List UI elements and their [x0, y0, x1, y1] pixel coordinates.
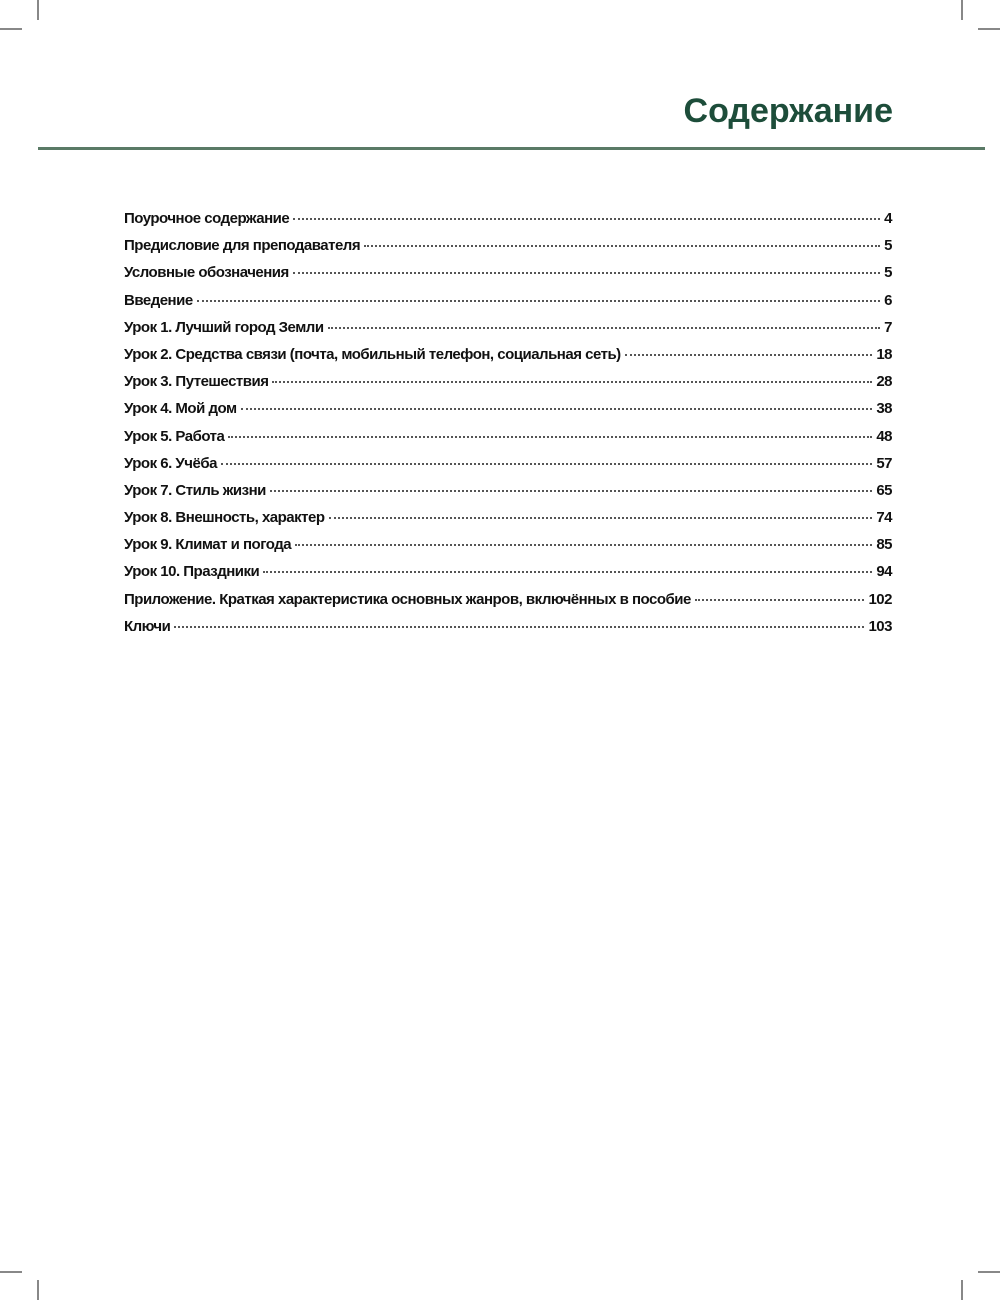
toc-leader-dots [272, 381, 872, 383]
toc-entry[interactable] [124, 319, 892, 346]
toc-leader-dots [625, 354, 873, 356]
toc-entry[interactable] [124, 509, 892, 536]
toc-entry-page: 4 [884, 210, 892, 227]
toc-leader-dots [174, 626, 864, 628]
toc-entry[interactable] [124, 346, 892, 373]
crop-mark-bottom-left-h [0, 1271, 22, 1273]
toc-entry[interactable] [124, 373, 892, 400]
toc-entry[interactable] [124, 428, 892, 455]
toc-leader-dots [221, 463, 872, 465]
toc-leader-dots [364, 245, 880, 247]
toc-entry[interactable] [124, 292, 892, 319]
toc-entry-page: 57 [876, 454, 892, 472]
toc-entry-label: Урок 2. Средства связи (почта, мобильный телефон, социальная сеть) [124, 345, 621, 363]
toc-entry-page: 28 [876, 373, 892, 391]
toc-entry-page: 5 [884, 237, 892, 255]
toc-entry-page: 38 [876, 400, 892, 418]
crop-mark-top-right-h [978, 28, 1000, 30]
toc-entry-label: Урок 3. Путешествия [124, 373, 269, 391]
toc-entry-page: 102 [868, 590, 892, 608]
crop-mark-bottom-right-h [978, 1271, 1000, 1273]
toc-entry-label: Урок 9. Климат и погода [124, 536, 292, 554]
toc-entry-label: Ключи [124, 617, 171, 635]
toc-leader-dots [263, 571, 872, 573]
toc-entry-label: Урок 1. Лучший город Земли [124, 318, 324, 336]
toc-entry-label: Приложение. Краткая характеристика основных жанров, включённых в пособие [124, 590, 691, 608]
title-divider [38, 147, 985, 150]
toc-leader-dots [197, 300, 880, 302]
toc-entry-label: Введение [124, 291, 193, 309]
toc-entry-label: Условные обозначения [124, 264, 289, 282]
toc-entry[interactable] [124, 591, 892, 618]
toc-entry-page: 103 [868, 617, 892, 635]
toc-entry-page: 48 [876, 427, 892, 445]
toc-entry[interactable] [124, 536, 892, 563]
toc-entry-page: 85 [876, 536, 892, 554]
toc-leader-dots [228, 436, 872, 438]
toc-entry[interactable] [124, 563, 892, 590]
toc-leader-dots [293, 218, 880, 220]
toc-entry-page: 18 [876, 345, 892, 363]
toc-leader-dots [695, 599, 865, 601]
toc-leader-dots [329, 517, 873, 519]
toc-entry[interactable] [124, 482, 892, 509]
crop-mark-bottom-left-v [37, 1280, 39, 1300]
page-title: Содержание [683, 92, 893, 130]
toc-entry-label: Предисловие для преподавателя [124, 237, 361, 255]
toc-leader-dots [293, 272, 880, 274]
toc-entry-label: Урок 8. Внешность, характер [124, 509, 325, 527]
toc-leader-dots [295, 544, 872, 546]
toc-entry-label: Урок 4. Мой дом [124, 400, 237, 418]
toc-entry-label: Урок 7. Стиль жизни [124, 481, 266, 499]
toc-entry-page: 7 [884, 318, 892, 336]
toc-entry-page: 74 [876, 509, 892, 527]
toc-entry-label: Поурочное содержание [124, 210, 290, 227]
toc-entry[interactable] [124, 455, 892, 482]
toc-entry-label: Урок 6. Учёба [124, 454, 217, 472]
crop-mark-top-left-v [37, 0, 39, 20]
toc-entry-page: 65 [876, 481, 892, 499]
toc-entry[interactable] [124, 210, 892, 237]
toc-leader-dots [241, 408, 873, 410]
crop-mark-bottom-right-v [961, 1280, 963, 1300]
toc-leader-dots [328, 327, 881, 329]
toc-entry-label: Урок 5. Работа [124, 427, 225, 445]
toc-entry-page: 94 [876, 563, 892, 581]
table-of-contents [124, 210, 892, 645]
toc-entry[interactable] [124, 618, 892, 645]
toc-leader-dots [270, 490, 872, 492]
toc-entry[interactable] [124, 400, 892, 427]
toc-entry-page: 5 [884, 264, 892, 282]
toc-entry-label: Урок 10. Праздники [124, 563, 260, 581]
toc-entry[interactable] [124, 237, 892, 264]
crop-mark-top-left-h [0, 28, 22, 30]
toc-entry-page: 6 [884, 291, 892, 309]
toc-entry[interactable] [124, 264, 892, 291]
crop-mark-top-right-v [961, 0, 963, 20]
